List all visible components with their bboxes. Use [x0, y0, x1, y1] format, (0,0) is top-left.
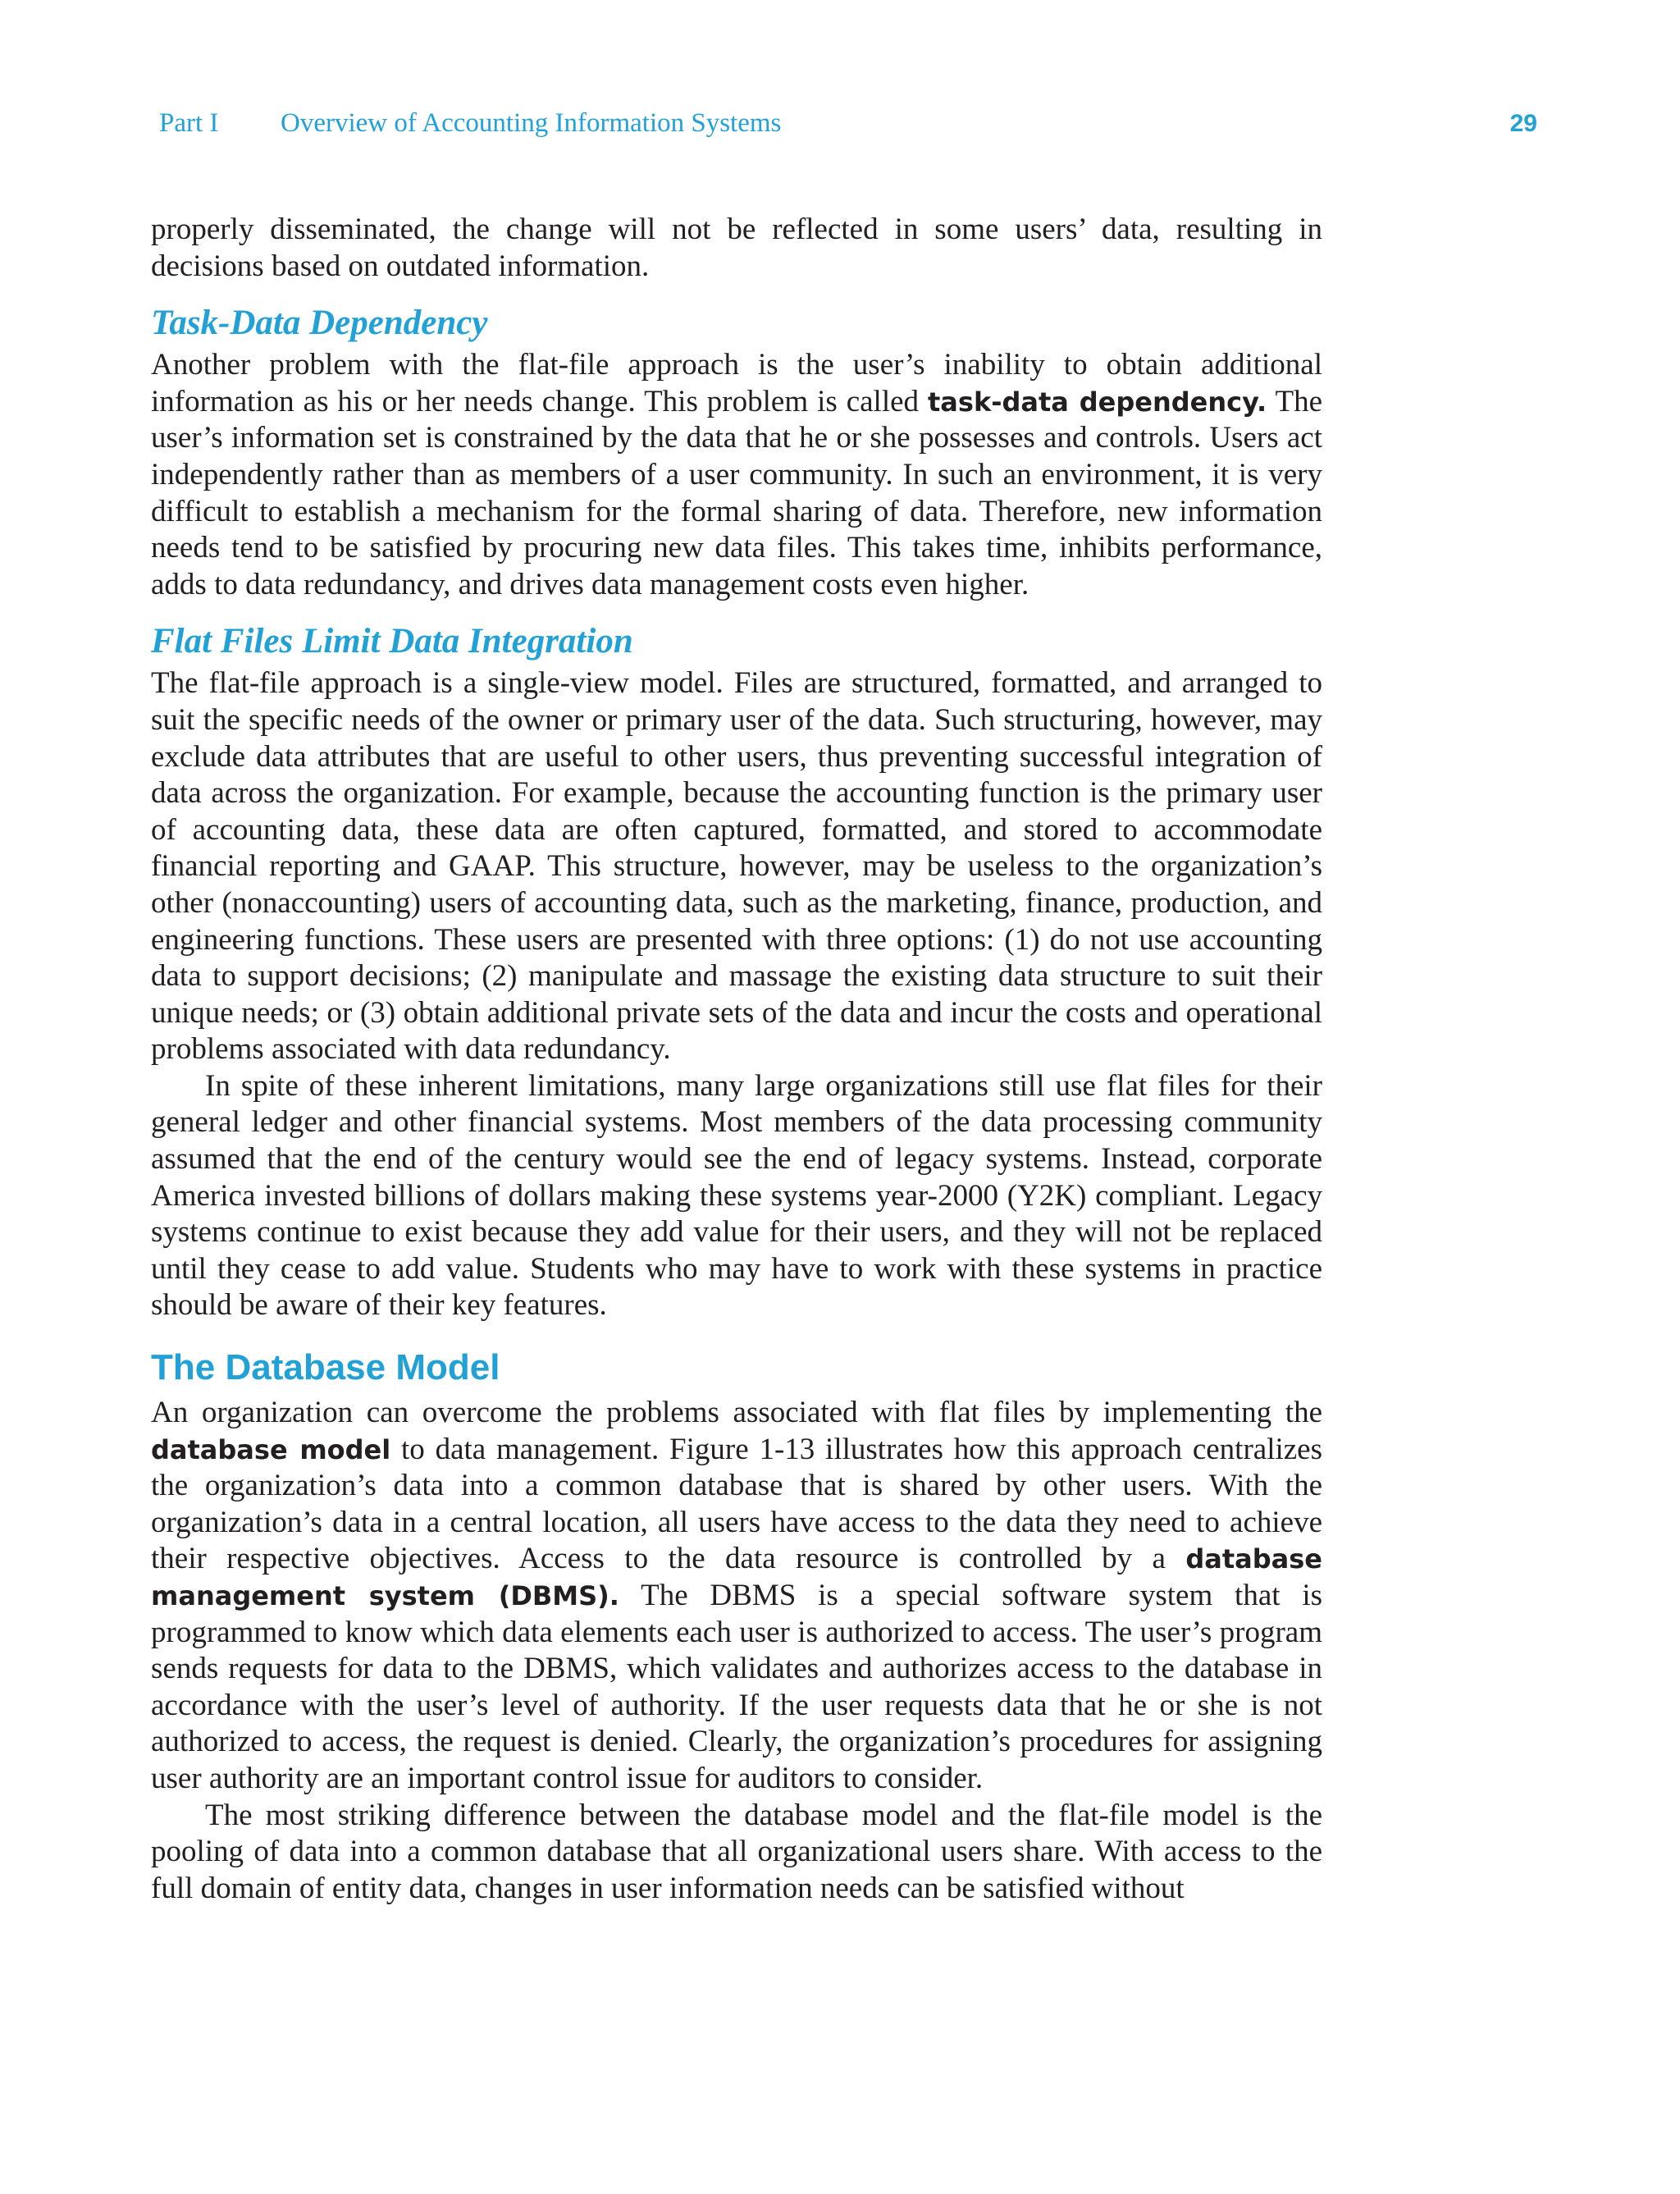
paragraph-text: Another problem with the flat-file approach is the user’s inability to obtain additional information as his or her needs change. This problem is called	[151, 348, 1322, 418]
section-heading-flat-files-limit-data-integration: Flat Files Limit Data Integration	[151, 622, 633, 661]
database-model-paragraph-2: The most striking difference between the database model and the flat-file model is the pooling of data into a common database that all organizational users share. With access to the full domain of entity data, changes in user information needs can be satisfied without	[151, 1798, 1322, 1905]
intro-paragraph: properly disseminated, the change will not be reflected in some users’ data, resulting in decisions based on outdated information.	[151, 213, 1322, 283]
page-number: 29	[1509, 110, 1537, 137]
key-term-dbms: database management system (DBMS).	[151, 1543, 1322, 1611]
section-heading-database-model: The Database Model	[151, 1347, 500, 1388]
section-heading-task-data-dependency: Task-Data Dependency	[151, 304, 488, 343]
paragraph-text: The user’s information set is constrained by the data that he or she possesses and controls. Users act independently rather than as members of a user community. In such an environment, it is very difficult to establish a mechanism for the formal sharing of data. Therefore, new information needs tend to be satisfied by procuring new data files. This takes time, inhibits performance, adds to data redundancy, and drives data management costs even higher.	[151, 384, 1323, 601]
key-term-task-data-dependency: task-data dependency.	[928, 386, 1267, 418]
book-title: Overview of Accounting Information Systems	[281, 108, 782, 138]
body-text	[151, 212, 1322, 1907]
task-data-dependency-paragraph	[151, 347, 1322, 603]
running-header	[159, 108, 1537, 149]
database-model-paragraph-1	[151, 1395, 1322, 1798]
key-term-database-model: database model	[151, 1433, 391, 1465]
part-label: Part I	[159, 108, 219, 138]
paragraph-text: An organization can overcome the problems associated with flat files by implementing the	[151, 1396, 1322, 1430]
paragraph-text: The DBMS is a special software system that is programmed to know which data elements each user is authorized to access. The user’s program sends requests for data to the DBMS, which validates and authorizes access to the database in accordance with the user’s level of authority. If the user requests data that he or she is not authorized to access, the request is denied. Clearly, the organization’s procedures for assigning user authority are an important control issue for auditors to consider.	[151, 1579, 1322, 1795]
paragraph-text: to data management. Figure 1-13 illustrates how this approach centralizes the organization’s data into a common database that is shared by other users. With the organization’s data in a central location, all users have access to the data they need to achieve their respective objectives. Access to the data resource is controlled by a	[151, 1432, 1322, 1576]
flat-files-paragraph-2: In spite of these inherent limitations, many large organizations still use flat files for their general ledger and other financial systems. Most members of the data processing community assumed that the end of the century would see the end of legacy systems. Instead, corporate America invested billions of dollars making these systems year-2000 (Y2K) compliant. Legacy systems continue to exist because they add value for their users, and they will not be replaced until they cease to add value. Students who may have to work with these systems in practice should be aware of their key features.	[151, 1068, 1322, 1323]
flat-files-paragraph-1: The flat-file approach is a single-view model. Files are structured, formatted, and arranged to suit the specific needs of the owner or primary user of the data. Such structuring, however, may exclude data attributes that are useful to other users, thus preventing successful integration of data across the organization. For example, because the accounting function is the primary user of accounting data, these data are often captured, formatted, and stored to accommodate financial reporting and GAAP. This structure, however, may be useless to the organization’s other (nonaccounting) users of accounting data, such as the marketing, finance, production, and engineering functions. These users are presented with three options: (1) do not use accounting data to support decisions; (2) manipulate and massage the existing data structure to suit their unique needs; or (3) obtain additional private sets of the data and incur the costs and operational problems associated with data redundancy.	[151, 666, 1322, 1067]
